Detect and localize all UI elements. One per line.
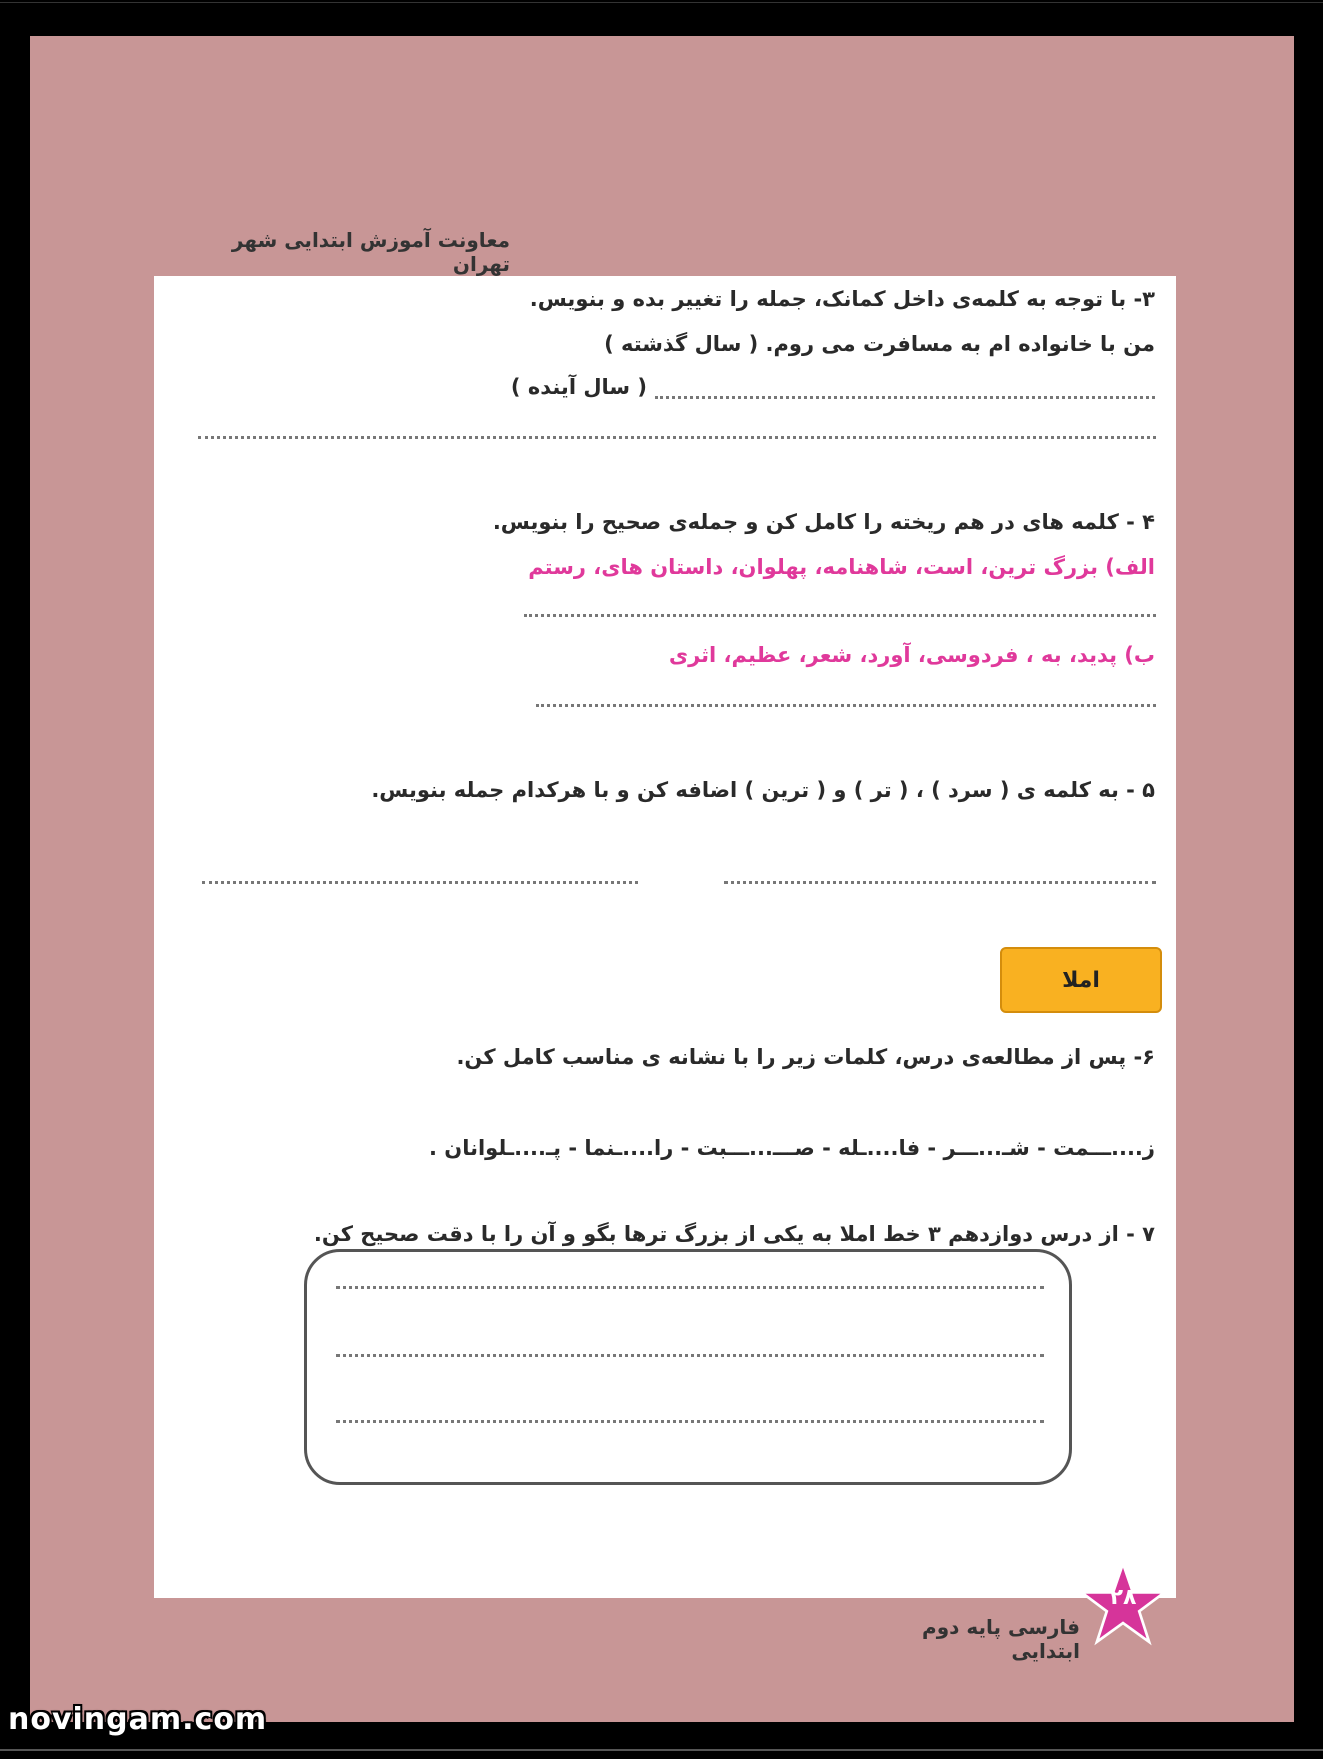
q4-part-a: الف) بزرگ ترین، است، شاهنامه، پهلوان، داستان های، رستم <box>528 555 1155 579</box>
q7-answer-box <box>304 1249 1072 1485</box>
q4-prompt: ۴ - کلمه های در هم ریخته را کامل کن و جمله‌ی صحیح را بنویس. <box>492 510 1155 534</box>
header-title: معاونت آموزش ابتدایی شهر تهران <box>231 228 510 276</box>
q7-answer-line-3[interactable] <box>336 1420 1044 1423</box>
q7-answer-line-2[interactable] <box>336 1354 1044 1357</box>
q6-words: ز....ـــمت - شـ...ـــر - فا....ـله - صـــ...ـــبت - را....ـنما - پـ....ـلوانان . <box>429 1136 1155 1160</box>
q7-answer-line-1[interactable] <box>336 1286 1044 1289</box>
top-rule <box>0 2 1323 3</box>
q6-prompt: ۶- پس از مطالعه‌ی درس، کلمات زیر را با نشانه ی مناسب کامل کن. <box>456 1045 1155 1069</box>
q4-answer-line-b[interactable] <box>536 704 1156 707</box>
q4-part-b: ب) پدید، به ، فردوسی، آورد، شعر، عظیم، اثری <box>668 643 1155 667</box>
q3-fill-line[interactable] <box>655 378 1155 399</box>
site-watermark: novingam.com <box>8 1702 268 1737</box>
q3-answer-line-2[interactable] <box>198 436 1156 439</box>
q3-answer-line-1 <box>511 372 1155 402</box>
q5-answer-line-right[interactable] <box>724 881 1156 884</box>
bottom-rule <box>0 1749 1323 1751</box>
q5-prompt: ۵ - به کلمه ی ( سرد ) ، ( تر ) و ( ترین ) اضافه کن و با هرکدام جمله بنویس. <box>371 778 1155 802</box>
section-tab-dictation: املا <box>1000 947 1162 1013</box>
q3-hint: ( سال آینده ) <box>510 375 647 399</box>
q5-answer-line-left[interactable] <box>202 881 638 884</box>
page-number: ۲۸ <box>1109 1585 1137 1610</box>
q3-sentence: من با خانواده ام به مسافرت می روم. ( سال گذشته ) <box>604 332 1155 356</box>
q7-prompt: ۷ - از درس دوازدهم ۳ خط املا به یکی از بزرگ ترها بگو و آن را با دقت صحیح کن. <box>313 1222 1155 1246</box>
q4-answer-line-a[interactable] <box>524 614 1156 617</box>
q3-prompt: ۳- با توجه به کلمه‌ی داخل کمانک، جمله را تغییر بده و بنویس. <box>529 287 1155 311</box>
footer-book-title: فارسی پایه دوم ابتدایی <box>922 1615 1080 1663</box>
